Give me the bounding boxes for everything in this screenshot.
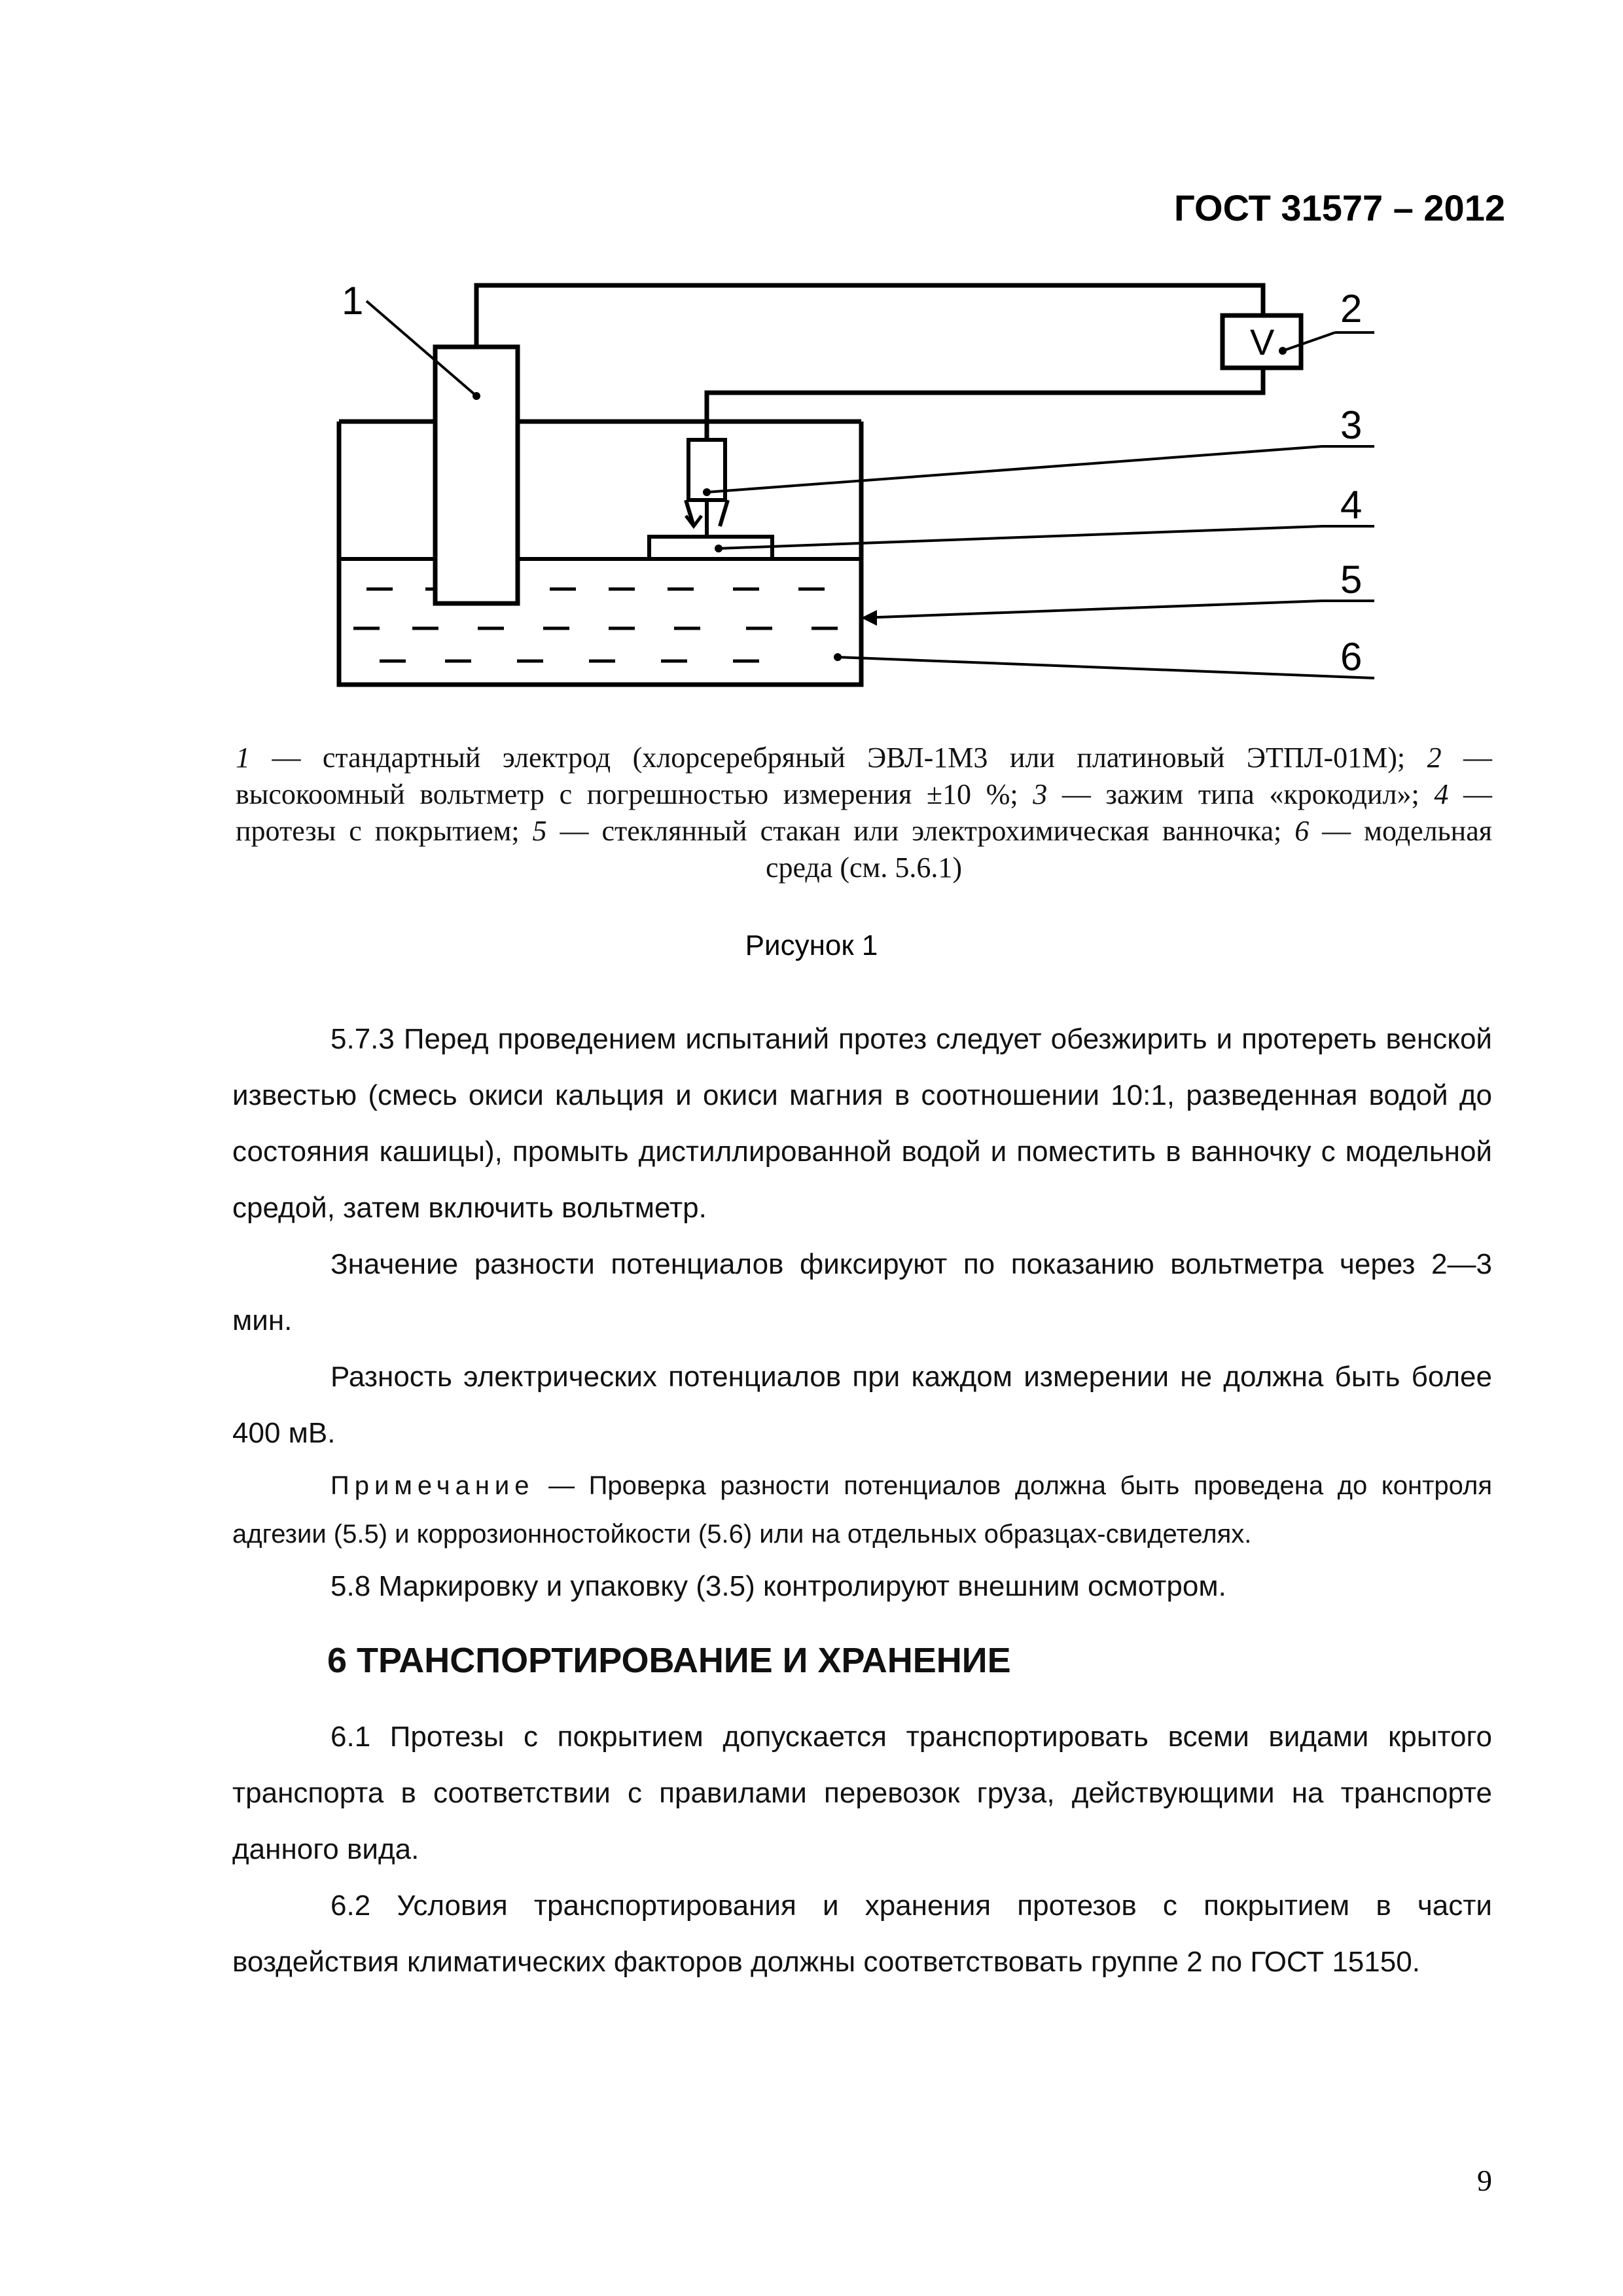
caption-text-6: — модельная среда (см. 5.6.1) [765,815,1492,884]
caption-num-4: 4 [1434,778,1449,810]
standard-electrode [435,347,518,603]
figure-label-1: 1 [342,279,364,323]
figure-label-6: 6 [1340,635,1363,679]
figure-label-2: 2 [1340,287,1363,331]
section-6-title: 6 ТРАНСПОРТИРОВАНИЕ И ХРАНЕНИЕ [327,1641,1011,1680]
paragraph-6-1: 6.1 Протезы с покрытием допускается транспортировать всеми видами крытого транспорта в соответствии с правилами перевозок груза, действующими на транспорте данного вида. [232,1721,1492,1865]
paragraph-5-7-3: 5.7.3 Перед проведением испытаний протез следует обезжирить и протереть венской известью (смесь окиси кальция и окиси магния в соотношении 10:1, разведенная водой до состояния кашицы), промыть дистиллированной водой и поместить в ванночку с модельной средой, затем включить вольтметр. [232,1023,1492,1224]
figure-title: Рисунок 1 [745,929,878,961]
figure-caption [236,740,1492,886]
caption-num-6: 6 [1294,815,1310,847]
paragraph-potential-value: Значение разности потенциалов фиксируют по показанию вольтметра через 2—3 мин. [232,1248,1492,1336]
caption-num-1: 1 [236,742,250,774]
page-number: 9 [1477,2164,1492,2197]
note-label: Примечание [330,1471,535,1500]
figure-label-5: 5 [1340,558,1363,601]
caption-num-3: 3 [1033,778,1048,810]
note-text: — Проверка разности потенциалов должна быть проведена до контроля адгезии (5.5) и коррозионностойкости (5.6) или на отдельных образцах-свидетелях. [232,1471,1492,1549]
figure-label-3: 3 [1340,403,1363,447]
voltmeter-symbol: V [1250,321,1275,363]
paragraph-5-8: 5.8 Маркировку и упаковку (3.5) контролируют внешним осмотром. [330,1570,1226,1602]
document-header: ГОСТ 31577 – 2012 [1174,187,1505,228]
caption-text-4: — протезы с покрытием; [236,778,1493,847]
note [232,1462,1492,1558]
body-text [232,1011,1492,1990]
figure-1-diagram [327,262,1400,707]
caption-num-2: 2 [1427,742,1442,774]
caption-text-2: — высокоомный вольтметр с погрешностью измерения ±10 %; [236,742,1493,810]
wire-voltmeter-clamp [707,369,1263,440]
beaker-outline [339,422,861,685]
model-medium-dashes [353,589,838,661]
paragraph-6-2: 6.2 Условия транспортирования и хранения протезов с покрытием в части воздействия климатических факторов должны соответствовать группе 2 по ГОСТ 15150. [232,1890,1492,1978]
caption-text-3: — зажим типа «крокодил»; [1047,778,1435,810]
caption-text-5: — стеклянный стакан или электрохимическая ванночка; [546,815,1295,847]
caption-num-5: 5 [532,815,547,847]
caption-text-1: — стандартный электрод (хлорсеребряный ЭВЛ-1М3 или платиновый ЭТПЛ-01М); [250,742,1427,774]
figure-label-4: 4 [1340,483,1363,527]
wire-electrode-voltmeter [476,285,1263,347]
paragraph-potential-difference: Разность электрических потенциалов при каждом измерении не должна быть более 400 мВ. [232,1361,1492,1449]
